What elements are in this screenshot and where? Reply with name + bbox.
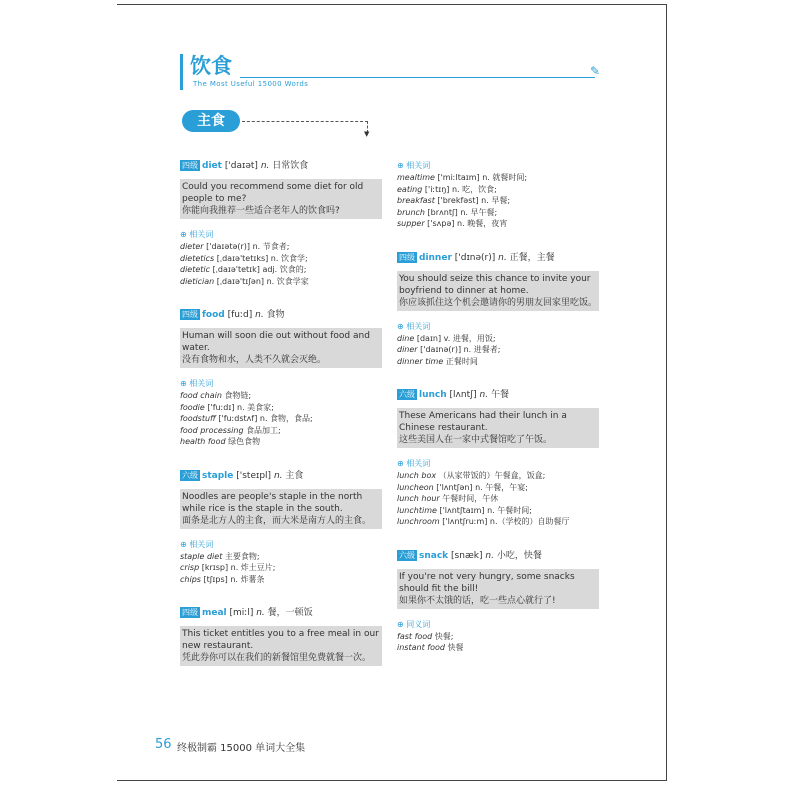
- related-term: dietetics: [180, 253, 215, 263]
- page-number: 56: [155, 737, 172, 752]
- level-badge: 四级: [182, 161, 198, 170]
- example-english: You should seize this chance to invite your boyfriend to dinner at home.: [399, 273, 591, 296]
- part-of-speech: n.: [273, 470, 283, 481]
- related-item: [180, 425, 382, 437]
- related-term: dietician: [180, 276, 215, 286]
- headword: dinner: [419, 252, 452, 263]
- related-term: fast food: [397, 631, 433, 641]
- related-term: lunch box: [397, 471, 437, 480]
- phonetic: ['dɪnə(r)]: [454, 252, 496, 263]
- related-item: [397, 642, 599, 654]
- related-item: [397, 356, 599, 368]
- related-term: dieter: [180, 242, 204, 251]
- related-heading: [397, 160, 599, 172]
- header-rule: [240, 77, 595, 78]
- level-badge: 六级: [399, 550, 415, 560]
- example-box: [397, 408, 599, 448]
- word-entry: [397, 389, 599, 528]
- related-term: foodie: [180, 402, 205, 412]
- related-detail: [ˌdaɪə'tɪʃən] n. 饮食学家: [216, 276, 309, 286]
- related-detail: [daɪn] v. 进餐，用饭;: [416, 333, 496, 343]
- related-item: [180, 562, 382, 574]
- related-heading: [180, 229, 382, 241]
- related-term: dinner time: [397, 356, 444, 366]
- related-detail: ['brekfəst] n. 早餐;: [437, 196, 511, 205]
- example-chinese: 你能向我推荐一些适合老年人的饮食吗?: [182, 206, 340, 216]
- bullet-icon: ⊕: [397, 161, 407, 170]
- related-item: [397, 493, 599, 505]
- part-of-speech: n.: [256, 608, 265, 618]
- word-entry: [397, 550, 599, 654]
- phonetic: [miːl]: [229, 608, 254, 618]
- entry-headline: [397, 389, 599, 402]
- pen-icon: ✎: [590, 64, 601, 78]
- related-heading: [397, 619, 599, 631]
- part-of-speech: n.: [485, 550, 494, 561]
- example-box: [180, 179, 382, 219]
- related-term: brunch: [397, 207, 425, 217]
- related-label: 相关词: [406, 161, 431, 170]
- left-column: [180, 160, 382, 688]
- related-item: [397, 195, 599, 207]
- related-term: mealtime: [397, 173, 435, 182]
- related-label: 相关词: [406, 459, 431, 468]
- related-detail: ['sʌpə] n. 晚餐，夜宵: [427, 219, 508, 228]
- related-item: [180, 574, 382, 586]
- example-box: [397, 271, 599, 311]
- bullet-icon: ⊕: [397, 619, 407, 629]
- entry-headline: [397, 252, 599, 265]
- meaning: 餐，一顿饭: [267, 608, 313, 618]
- phonetic: [fuːd]: [227, 310, 253, 320]
- related-detail: ['daɪnə(r)] n. 进餐者;: [420, 345, 501, 354]
- related-term: crisp: [180, 563, 200, 572]
- related-detail: 快餐: [447, 643, 464, 652]
- related-term: eating: [397, 184, 423, 194]
- phonetic: [lʌntʃ]: [449, 390, 477, 400]
- related-detail: [brʌntʃ] n. 早午餐;: [427, 207, 498, 217]
- level-badge: 四级: [182, 608, 198, 617]
- related-detail: 主要食物;: [224, 551, 260, 561]
- related-heading: [397, 321, 599, 333]
- section-dashed-line: [242, 121, 368, 122]
- related-term: foodstuff: [180, 414, 216, 423]
- related-detail: ['fuːdɪ] n. 美食家;: [207, 402, 274, 412]
- example-chinese: 如果你不太饿的话，吃一些点心就行了!: [399, 595, 556, 606]
- word-entry: [180, 160, 382, 287]
- related-term: staple diet: [180, 551, 223, 561]
- headword: diet: [202, 161, 222, 171]
- chapter-subtitle: The Most Useful 15000 Words: [193, 80, 309, 88]
- related-label: 相关词: [189, 379, 214, 388]
- related-detail: ['iːtɪŋ] n. 吃，饮食;: [424, 184, 497, 194]
- related-detail: [ˌdaɪə'tetɪks] n. 饮食学;: [216, 253, 308, 263]
- related-term: health food: [180, 437, 226, 446]
- chapter-title: 饮食: [190, 54, 232, 78]
- page-border-top: [117, 4, 667, 5]
- related-term: instant food: [397, 643, 445, 652]
- level-badge: 六级: [399, 390, 415, 399]
- word-entry: [397, 160, 599, 230]
- level-badge: 六级: [182, 470, 198, 480]
- page-border-right: [666, 4, 667, 781]
- related-detail: 食品加工;: [246, 425, 281, 435]
- example-box: [180, 328, 382, 368]
- word-entry: [397, 252, 599, 368]
- book-title: 终极制霸 15000 单词大全集: [177, 743, 306, 754]
- related-detail: （从家带饭的）午餐盒，饭盒;: [438, 471, 546, 480]
- related-item: [180, 413, 382, 425]
- phonetic: [snæk]: [451, 550, 483, 561]
- example-box: [180, 626, 382, 666]
- entry-headline: [180, 160, 382, 173]
- example-chinese: 这些美国人在一家中式餐馆吃了午饭。: [399, 435, 553, 445]
- related-label: 相关词: [406, 321, 431, 331]
- related-detail: [ˌdaɪə'tetɪk] adj. 饮食的;: [212, 265, 307, 274]
- related-detail: 正餐时间: [445, 356, 478, 366]
- related-heading: [180, 539, 382, 551]
- related-detail: ['miːltaɪm] n. 就餐时间;: [437, 173, 528, 182]
- meaning: 午餐: [490, 390, 509, 400]
- example-english: These Americans had their lunch in a Chinese restaurant.: [399, 411, 567, 433]
- related-item: [397, 333, 599, 345]
- example-box: [180, 489, 382, 529]
- related-detail: ['lʌntʃtaɪm] n. 午餐时间;: [439, 505, 532, 515]
- headword: staple: [202, 470, 234, 481]
- example-english: Noodles are people's staple in the north while rice is the staple in the south.: [182, 491, 363, 514]
- part-of-speech: n.: [479, 390, 489, 400]
- related-label: 同义词: [406, 619, 431, 629]
- related-item: [397, 516, 599, 528]
- example-english: Human will soon die out without food and water.: [182, 331, 370, 353]
- related-item: [180, 436, 382, 448]
- entry-headline: [180, 309, 382, 322]
- related-item: [397, 505, 599, 517]
- related-item: [397, 184, 599, 196]
- meaning: 食物: [266, 310, 285, 320]
- level-badge: 四级: [182, 310, 198, 319]
- related-term: food processing: [180, 425, 244, 435]
- example-chinese: 你应该抓住这个机会邀请你的男朋友回家里吃饭。: [399, 297, 598, 308]
- related-detail: 午餐时间，午休: [442, 494, 499, 503]
- related-detail: 快餐;: [434, 631, 454, 641]
- related-item: [397, 344, 599, 356]
- phonetic: ['daɪət]: [224, 161, 258, 171]
- related-item: [397, 482, 599, 494]
- related-item: [397, 207, 599, 219]
- related-detail: ['lʌntʃruːm] n.（学校的）自助餐厅: [442, 517, 570, 526]
- related-item: [180, 390, 382, 402]
- meaning: 主食: [285, 470, 304, 481]
- related-term: breakfast: [397, 196, 435, 205]
- part-of-speech: n.: [498, 252, 507, 263]
- related-detail: ['lʌntʃən] n. 午餐，午宴;: [436, 482, 528, 492]
- header-accent-bar: [180, 54, 183, 90]
- example-english: This ticket entitles you to a free meal in our new restaurant.: [182, 629, 379, 651]
- bullet-icon: ⊕: [180, 379, 190, 388]
- meaning: 日常饮食: [272, 161, 309, 171]
- related-term: lunchtime: [397, 505, 437, 515]
- right-column: [397, 160, 599, 676]
- related-term: diner: [397, 345, 418, 354]
- related-detail: 食物链;: [224, 391, 252, 400]
- meaning: 小吃，快餐: [496, 550, 542, 561]
- level-badge: 四级: [399, 252, 415, 262]
- bullet-icon: ⊕: [180, 230, 190, 239]
- entry-headline: [397, 550, 599, 563]
- headword: meal: [202, 608, 227, 618]
- related-term: food chain: [180, 391, 222, 400]
- word-entry: [180, 470, 382, 586]
- related-item: [180, 402, 382, 414]
- part-of-speech: n.: [255, 310, 264, 320]
- related-item: [397, 172, 599, 184]
- related-term: supper: [397, 219, 425, 228]
- bullet-icon: ⊕: [397, 459, 407, 468]
- related-item: [397, 218, 599, 230]
- related-term: dietetic: [180, 265, 211, 274]
- related-detail: ['daɪətə(r)] n. 节食者;: [206, 242, 290, 251]
- headword: snack: [419, 550, 449, 561]
- related-term: lunchroom: [397, 517, 440, 526]
- example-chinese: 面条是北方人的主食，而大米是南方人的主食。: [182, 515, 372, 526]
- headword: lunch: [419, 390, 447, 400]
- word-entry: [180, 607, 382, 666]
- headword: food: [202, 310, 225, 320]
- related-detail: 绿色食物: [228, 437, 261, 446]
- related-term: chips: [180, 574, 201, 584]
- related-detail: [krɪsp] n. 炸土豆片;: [201, 563, 276, 572]
- example-box: [397, 569, 599, 609]
- related-detail: [tʃɪps] n. 炸薯条: [203, 574, 265, 584]
- related-label: 相关词: [189, 539, 214, 549]
- entry-headline: [180, 470, 382, 483]
- example-english: If you're not very hungry, some snacks should fit the bill!: [399, 571, 575, 594]
- related-heading: [397, 458, 599, 470]
- bullet-icon: ⊕: [397, 321, 407, 331]
- related-item: [180, 241, 382, 253]
- related-detail: ['fuːdstʌf] n. 食物，食品;: [218, 414, 313, 423]
- part-of-speech: n.: [260, 161, 270, 171]
- section-label: 主食: [182, 110, 240, 132]
- related-item: [180, 551, 382, 563]
- example-english: Could you recommend some diet for old people to me?: [182, 182, 364, 204]
- entry-headline: [180, 607, 382, 620]
- word-entry: [180, 309, 382, 448]
- related-label: 相关词: [189, 230, 214, 239]
- related-term: lunch hour: [397, 494, 440, 503]
- arrow-down-icon: ▼: [364, 130, 370, 138]
- related-item: [180, 253, 382, 265]
- bullet-icon: ⊕: [180, 539, 190, 549]
- meaning: 正餐，主餐: [509, 252, 555, 263]
- phonetic: ['steɪpl]: [236, 470, 272, 481]
- related-item: [180, 276, 382, 288]
- example-chinese: 凭此券你可以在我们的新餐馆里免费就餐一次。: [182, 653, 372, 663]
- related-heading: [180, 378, 382, 390]
- related-item: [397, 631, 599, 643]
- page-border-bottom: [117, 780, 667, 781]
- related-term: dine: [397, 333, 415, 343]
- related-term: luncheon: [397, 482, 434, 492]
- related-item: [397, 470, 599, 482]
- example-chinese: 没有食物和水，人类不久就会灭绝。: [182, 355, 327, 365]
- related-item: [180, 264, 382, 276]
